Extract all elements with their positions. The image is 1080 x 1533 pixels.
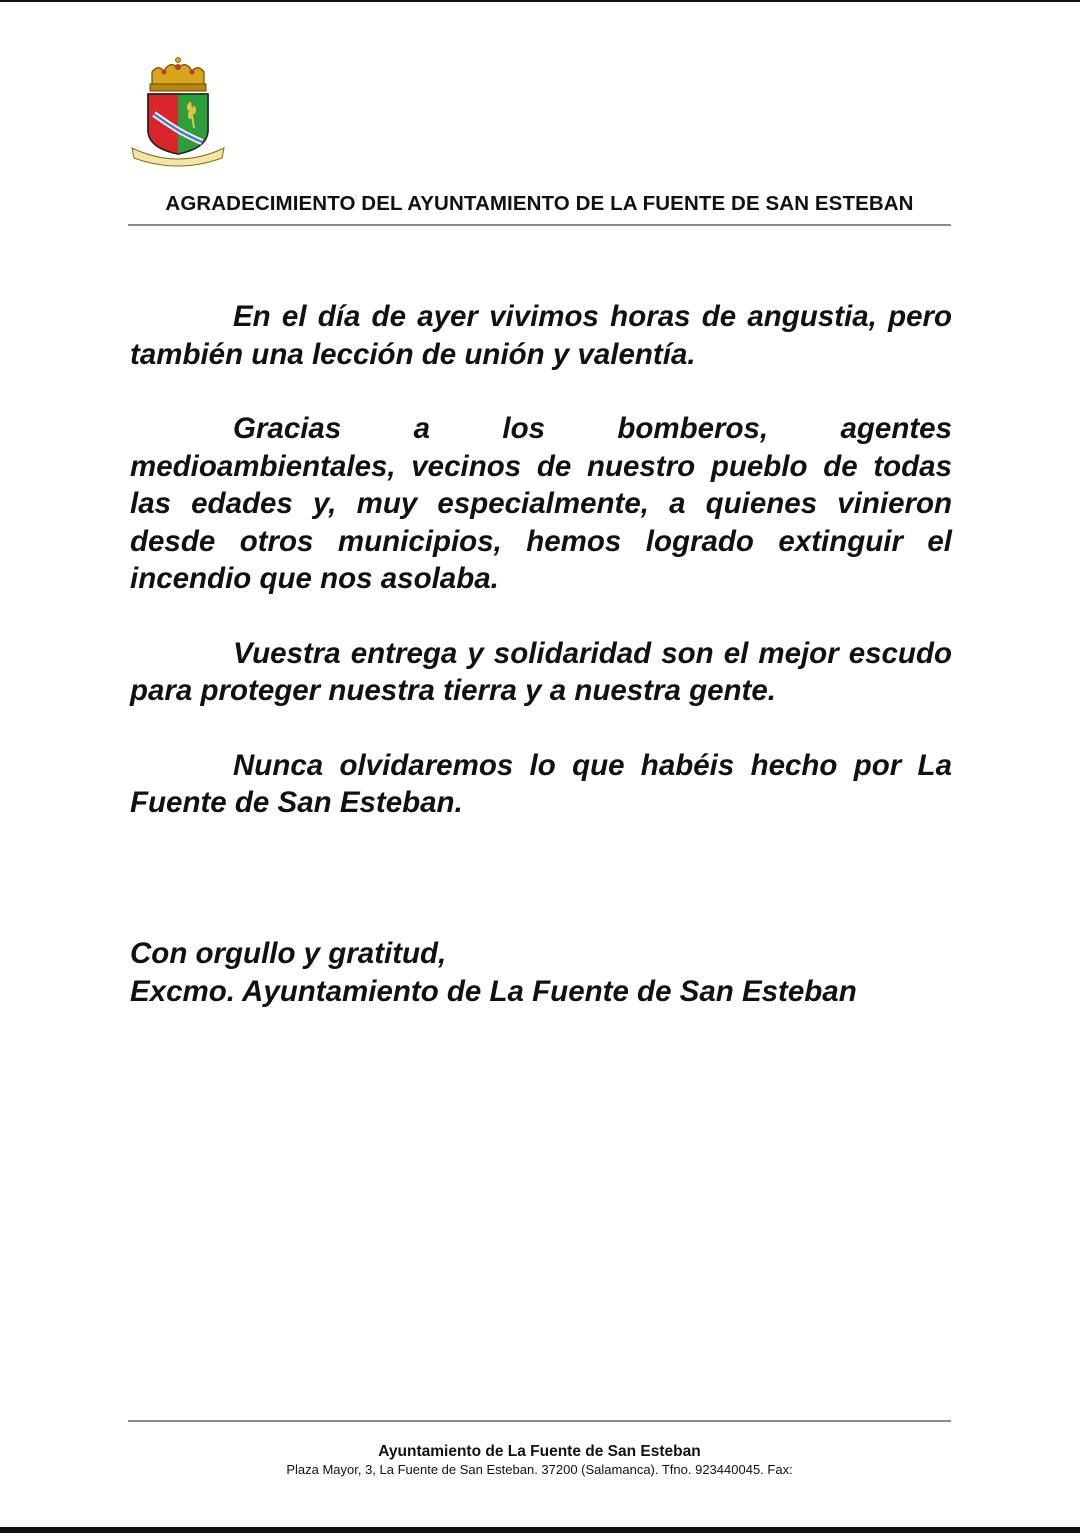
bottom-border xyxy=(0,1527,1080,1533)
letter-body xyxy=(130,298,952,859)
paragraph-4: Nunca olvidaremos lo que habéis hecho por La Fuente de San Esteban. xyxy=(130,748,952,819)
footer-divider xyxy=(128,1420,951,1422)
municipal-coat-of-arms-icon xyxy=(128,52,228,168)
header-divider xyxy=(128,224,951,226)
paragraph-2: Gracias a los bomberos, agentes medioambientales, vecinos de nuestro pueblo de todas las edades y, muy especialmente, a quienes vinieron desde otros municipios, hemos logrado extinguir el incendio que nos asolaba. xyxy=(130,412,952,595)
document-title: AGRADECIMIENTO DEL AYUNTAMIENTO DE LA FUENTE DE SAN ESTEBAN xyxy=(165,192,914,215)
signature-line: Excmo. Ayuntamiento de La Fuente de San Esteban xyxy=(130,974,857,1008)
paragraph-3: Vuestra entrega y solidaridad son el mejor escudo para proteger nuestra tierra y a nuestra gente. xyxy=(130,636,952,707)
footer xyxy=(128,1442,951,1478)
footer-address: Plaza Mayor, 3, La Fuente de San Esteban. 37200 (Salamanca). Tfno. 923440045. Fax: xyxy=(286,1462,793,1477)
paragraph-1: En el día de ayer vivimos horas de angustia, pero también una lección de unión y valentía. xyxy=(130,300,952,371)
closing-line: Con orgullo y gratitud, xyxy=(130,937,447,970)
letter-closing xyxy=(130,935,990,1010)
top-border xyxy=(0,0,1080,2)
footer-organization-name: Ayuntamiento de La Fuente de San Esteban xyxy=(378,1443,701,1460)
